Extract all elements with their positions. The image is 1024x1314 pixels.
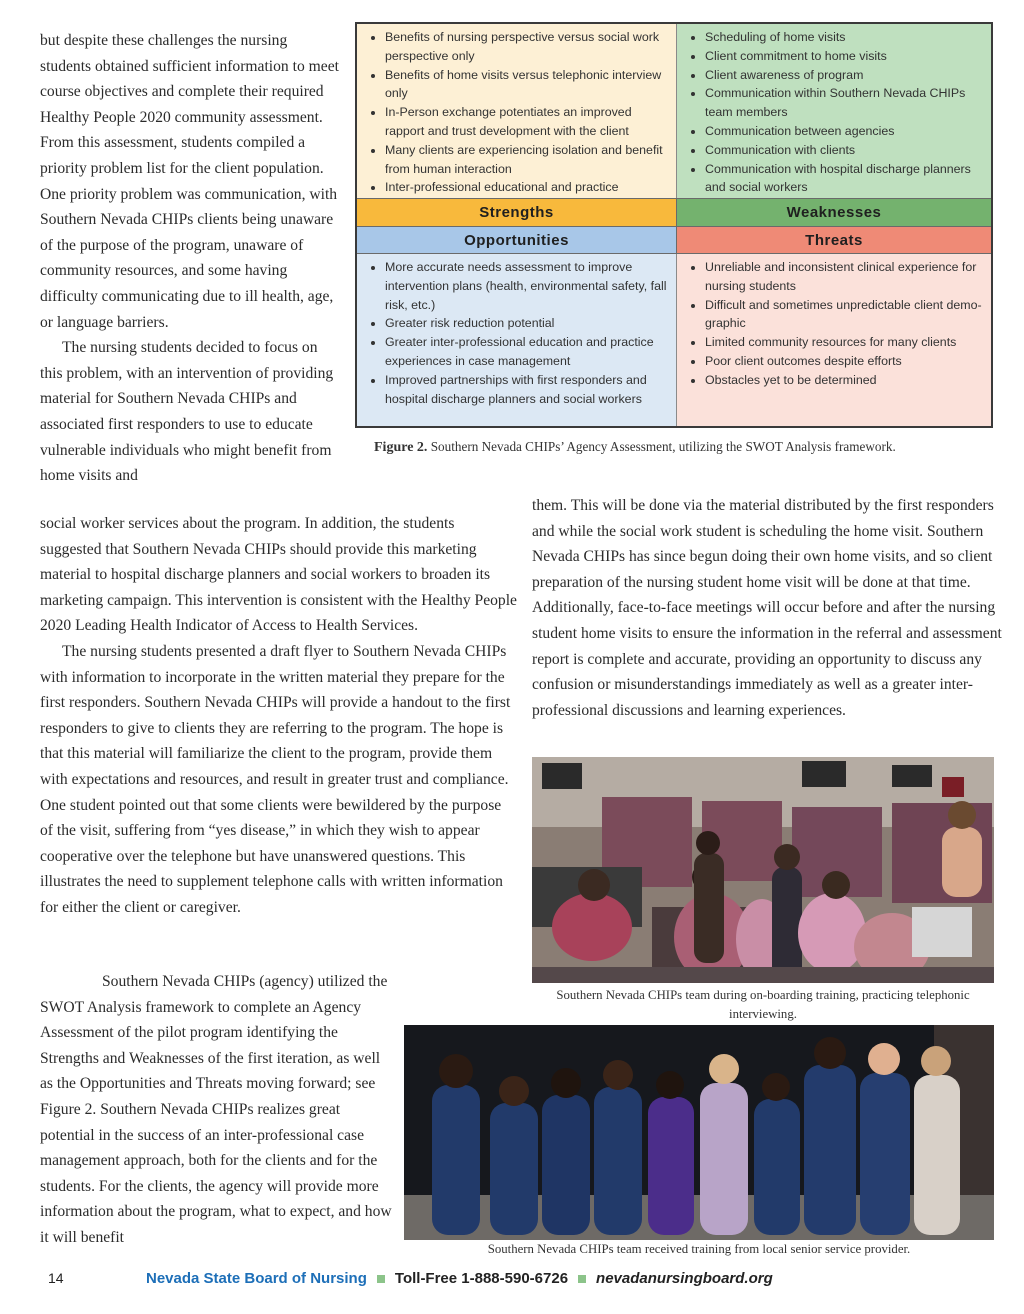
list-item: • Poor client outcomes despite efforts — [705, 352, 983, 371]
list-item: • Benefits of nursing perspective versus social work perspective only — [385, 28, 668, 66]
list-item: • Inter-professional educational and practice — [385, 178, 668, 216]
footer-separator-icon — [377, 1275, 385, 1283]
swot-table — [355, 22, 993, 428]
footer-separator-icon — [578, 1275, 586, 1283]
paragraph-intervention: The nursing students decided to focus on this problem, with an intervention of providing material for Southern Nevada CHIPs and associated first responders to use to educate vulnerable individuals who might benefit from home visits and — [40, 339, 334, 485]
right-column-text — [532, 493, 1002, 723]
training-photo — [532, 757, 994, 983]
left-column-bottom — [40, 969, 396, 1251]
left-column-top — [40, 28, 340, 489]
strengths-header: Strengths — [357, 198, 677, 226]
footer — [146, 1270, 906, 1287]
paragraph-home-visits: them. This will be done via the material distributed by the first responders and while the social work student is scheduling the home visit. Southern Nevada CHIPs has since begun doing their own home visits, and so client preparation of the nursing student home visit will be done at that time. Additionally, face-to-face meetings will occur before and after the nursing student home visits to ensure the information in the referral and assessment report is complete and accurate, providing an opportunity to discuss any confusion or misunderstandings immediately as well as a greater inter-professional discussions and learning experiences. — [532, 497, 1002, 719]
team-photo-illustration — [404, 1025, 994, 1240]
page-number: 14 — [48, 1270, 64, 1286]
weaknesses-list — [677, 24, 991, 197]
list-item: • Difficult and sometimes unpredictable client demo-graphic — [705, 296, 983, 334]
list-item: • Unreliable and inconsistent clinical experience for nursing students — [705, 258, 983, 296]
list-item: • Obstacles yet to be determined — [705, 371, 983, 390]
figure-caption-lead: Figure 2. — [374, 440, 428, 455]
paragraph-flyer: The nursing students presented a draft flyer to Southern Nevada CHIPs with information to incorporate in the written material they prepare for the first responders. Southern Nevada CHIPs will provide a handout to the first responders to give to clients they are referring to the program. The hope is that this material will familiarize the client to the program, provide them with expectations and resources, and result in greater trust and compliance. One student pointed out that some clients were bewildered by the purpose of the visit, suffering from “yes disease,” in which they wish to appear cooperative over the telephone but have unanswered questions. This illustrates the need to supplement telephone calls with written information for either the client or caregiver. — [40, 642, 511, 916]
figure-caption — [374, 439, 994, 456]
list-item: • Scheduling of home visits — [705, 28, 983, 47]
list-item: • In-Person exchange potentiates an improved rapport and trust development with the client — [385, 103, 668, 141]
list-item: • Limited community resources for many clients — [705, 333, 983, 352]
footer-phone: Toll-Free 1-888-590-6726 — [394, 1270, 569, 1287]
list-item: • Greater inter-professional education and practice experiences in case management — [385, 333, 668, 371]
list-item: • Communication within Southern Nevada CHIPs team members — [705, 84, 983, 122]
threats-cell — [677, 254, 991, 426]
list-item: • Communication between agencies — [705, 122, 983, 141]
team-photo — [404, 1025, 994, 1240]
footer-org: Nevada State Board of Nursing — [146, 1270, 367, 1287]
strengths-cell — [357, 24, 677, 198]
list-item: • Client commitment to home visits — [705, 47, 983, 66]
list-item: • Greater risk reduction potential — [385, 314, 668, 333]
paragraph-assessment: but despite these challenges the nursing students obtained sufficient information to meet course objectives and complete their required Healthy People 2020 community assessment. From this assessment, students compiled a priority problem list for the client population. One priority problem was communication, with Southern Nevada CHIPs clients being unaware of the purpose of the program, unaware of community resources, and some having difficulty communicating due to ill health, age, or language barriers. — [40, 32, 339, 331]
threats-header: Threats — [677, 226, 991, 254]
list-item: • Benefits of home visits versus telephonic interview only — [385, 66, 668, 104]
strengths-list — [357, 24, 676, 216]
team-photo-caption: Southern Nevada CHIPs team received training from local senior service provider. — [487, 1242, 911, 1256]
training-photo-caption: Southern Nevada CHIPs team during on-boarding training, practicing telephonic interviewing. — [556, 988, 970, 1021]
paragraph-swot: Southern Nevada CHIPs (agency) utilized the SWOT Analysis framework to complete an Agency Assessment of the pilot program identifying the Strengths and Weaknesses of the first iteration, as well as the Opportunities and Threats moving forward; see Figure 2. Southern Nevada CHIPs realizes great potential in the success of an inter-professional case management approach, both for the clients and for the students. For the clients, the agency will provide more information about the program, what to expect, and how it will benefit — [40, 973, 392, 1246]
list-item: • Many clients are experiencing isolation and benefit from human interaction — [385, 141, 668, 179]
threats-list — [677, 254, 991, 390]
opportunities-header: Opportunities — [357, 226, 677, 254]
list-item: • More accurate needs assessment to improve intervention plans (health, environmental safety, fall risk, etc.) — [385, 258, 668, 314]
list-item: • Communication with hospital discharge planners and social workers — [705, 160, 983, 198]
opportunities-cell — [357, 254, 677, 426]
list-item: • Client awareness of program — [705, 66, 983, 85]
figure-caption-text: Southern Nevada CHIPs’ Agency Assessment, utilizing the SWOT Analysis framework. — [430, 439, 896, 454]
opportunities-list — [357, 254, 676, 408]
weaknesses-header: Weaknesses — [677, 198, 991, 226]
footer-website-link[interactable]: nevadanursingboard.org — [596, 1270, 773, 1287]
paragraph-intervention-continued: social worker services about the program. In addition, the students suggested that Southern Nevada CHIPs should provide this marketing material to hospital discharge planners and social workers to broaden its marketing campaign. This intervention is consistent with the Healthy People 2020 Leading Health Indicator of Access to Health Services. — [40, 515, 517, 635]
list-item: • Improved partnerships with first responders and hospital discharge planners and social workers — [385, 371, 668, 409]
training-photo-illustration — [532, 757, 994, 983]
weaknesses-cell — [677, 24, 991, 198]
left-column-middle — [40, 511, 518, 921]
list-item: • Communication with clients — [705, 141, 983, 160]
